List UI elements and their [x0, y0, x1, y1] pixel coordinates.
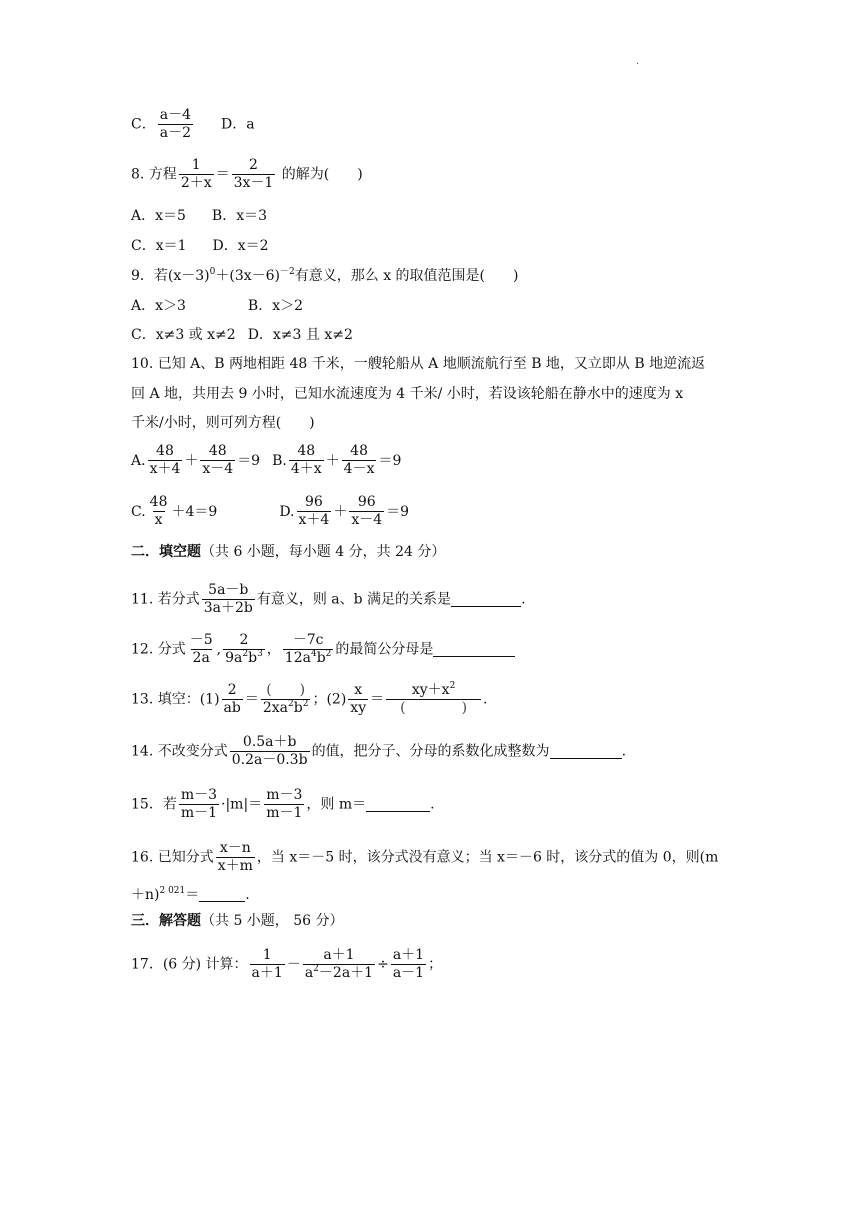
q7-option-c-label: C． [131, 116, 156, 133]
q9-options-cd [131, 326, 353, 344]
q8-option-d: D．x＝2 [212, 238, 269, 254]
q8-options-ab [131, 207, 267, 225]
q17-fraction-3: $\frac{a+1}{a-1}$ [392, 947, 425, 981]
q10-options-ab [131, 443, 401, 478]
q13-blank-1[interactable]: ( ) [266, 682, 306, 698]
q7-option-d: D．a [220, 116, 255, 133]
q10-stem-line-2: 回 A 地，共用去 9 小时，已知水流速度为 4 千米/ 小时，若设该轮船在静水中的速度为 x [131, 386, 684, 402]
q8-fraction-2: $\frac{2}{3x-1}$ [233, 157, 274, 191]
section-3-desc: （共 5 小题， 56 分） [201, 913, 344, 929]
q13-fraction-1: $\frac{2}{ab}$ [223, 682, 241, 716]
q9-options-ab [131, 297, 303, 315]
q17-fraction-1: $\frac{1}{a+1}$ [251, 947, 283, 981]
q11-stem: 11. 若分式 $\frac{5a-b}{3a+2b}$ 有意义，则 a、b 满足的关系是 . [131, 582, 526, 616]
q11-fraction: $\frac{5a-b}{3a+2b}$ [203, 582, 253, 616]
q15-answer-blank[interactable] [366, 796, 430, 812]
q14-stem: 14. 不改变分式 $\frac{0.5a+b}{0.2a-0.3b}$ 的值，把分子、分母的系数化成整数为 . [131, 734, 627, 768]
q10-option-b: B. $\frac{48}{4+x}$ ＋ $\frac{48}{4-x}$ ＝9 [272, 443, 402, 477]
q17-stem: 17．(6 分) 计算： $\frac{1}{a+1}$ － $\frac{a+1}{a^2-2a+1}$ ÷ $\frac{a+1}{a-1}$ ； [131, 947, 443, 981]
q8-option-b: B．x＝3 [211, 208, 268, 224]
q9-option-b: B．x＞2 [247, 298, 304, 314]
q12-stem: 12. 分式 $\frac{-5}{2a}$ , $\frac{2}{9a^2b^3}$ ， $\frac{-7c}{12a^4b^2}$ 的最简公分母是 [131, 632, 515, 667]
q10-stem-line-3: 千米/小时，则可列方程( ) [131, 415, 315, 431]
q12-fraction-2: $\frac{2}{9a^2b^3}$ [225, 632, 263, 666]
q10-option-c: C. $\frac{48}{x}$ ＋4＝9 [131, 494, 218, 528]
q14-answer-blank[interactable] [550, 743, 622, 759]
q12-fraction-3: $\frac{-7c}{12a^4b^2}$ [284, 632, 332, 666]
q16-fraction: $\frac{x-n}{x+m}$ [217, 840, 253, 874]
corner-mark: . [636, 56, 640, 67]
q16-stem-line-1: 16. 已知分式 $\frac{x-n}{x+m}$ ，当 x＝－5 时，该分式没有意义；当 x＝－6 时，该分式的值为 0，则(m [131, 840, 719, 874]
section-3-title: 三．解答题 [131, 913, 201, 929]
q16-stem-line-2: ＋n)$^{2 021}$＝ . [131, 886, 250, 903]
q12-answer-blank[interactable] [433, 641, 515, 657]
section-3-heading [131, 912, 344, 930]
q8-option-a: A．x＝5 [131, 208, 186, 224]
section-2-title: 二．填空题 [131, 544, 201, 560]
q9-option-a: A．x＞3 [131, 298, 186, 314]
q7-option-c-fraction: $\frac{a-4}{a-2}$ [159, 107, 191, 141]
q8-fraction-1: $\frac{1}{2+x}$ [180, 157, 212, 191]
section-2-desc: （共 6 小题，每小题 4 分，共 24 分） [201, 544, 446, 560]
q13-fraction-4: $\frac{xy+x^2}{( )}$ [386, 682, 481, 717]
q10-option-a: A. $\frac{48}{x+4}$ ＋ $\frac{48}{x-4}$ ＝9 [131, 443, 261, 477]
q11-answer-blank[interactable] [451, 591, 521, 607]
q15-stem: 15．若 $\frac{m-3}{m-1}$ ·|m|＝ $\frac{m-3}{m-1}$ ，则 m＝ . [131, 787, 435, 821]
q10-options-cd [131, 494, 409, 529]
q7-options-cd [131, 107, 255, 142]
q13-stem: 13. 填空：(1) $\frac{2}{ab}$ ＝ $\frac{( )}{2xa^2b^2}$ ；(2) $\frac{x}{xy}$ ＝ $\frac{xy+x^2}{( )}$ . [131, 681, 488, 716]
q9-option-c: C．x≠3 或 x≠2 [131, 327, 236, 343]
q13-blank-2[interactable]: ( ) [386, 699, 481, 717]
q10-stem-line-1: 10. 已知 A、B 两地相距 48 千米，一艘轮船从 A 地顺流航行至 B 地，又立即从 B 地逆流返 [131, 356, 706, 372]
q16-answer-blank[interactable] [199, 886, 245, 902]
q10-option-d: D. $\frac{96}{x+4}$ ＋ $\frac{96}{x-4}$ ＝9 [279, 494, 410, 528]
q9-option-d: D．x≠3 且 x≠2 [247, 327, 353, 343]
q8-stem: 8. 方程 $\frac{1}{2+x}$ ＝ $\frac{2}{3x-1}$ 的解为( ) [131, 157, 363, 191]
q8-option-c: C．x＝1 [131, 238, 187, 254]
q14-fraction: $\frac{0.5a+b}{0.2a-0.3b}$ [231, 734, 308, 768]
q9-stem: 9．若$(x-3)^0+(3x-6)^{-2}$有意义，那么 x 的取值范围是( ) [131, 267, 519, 284]
q13-fraction-2: $\frac{( )}{2xa^2b^2}$ [262, 682, 309, 716]
q13-fraction-3: $\frac{x}{xy}$ [350, 682, 367, 716]
q15-fraction-1: $\frac{m-3}{m-1}$ [180, 787, 218, 821]
q15-fraction-2: $\frac{m-3}{m-1}$ [266, 787, 303, 821]
section-2-heading [131, 543, 445, 561]
q8-options-cd [131, 237, 269, 255]
q17-fraction-2: $\frac{a+1}{a^2-2a+1}$ [304, 947, 374, 981]
q12-fraction-1: $\frac{-5}{2a}$ [189, 632, 213, 666]
